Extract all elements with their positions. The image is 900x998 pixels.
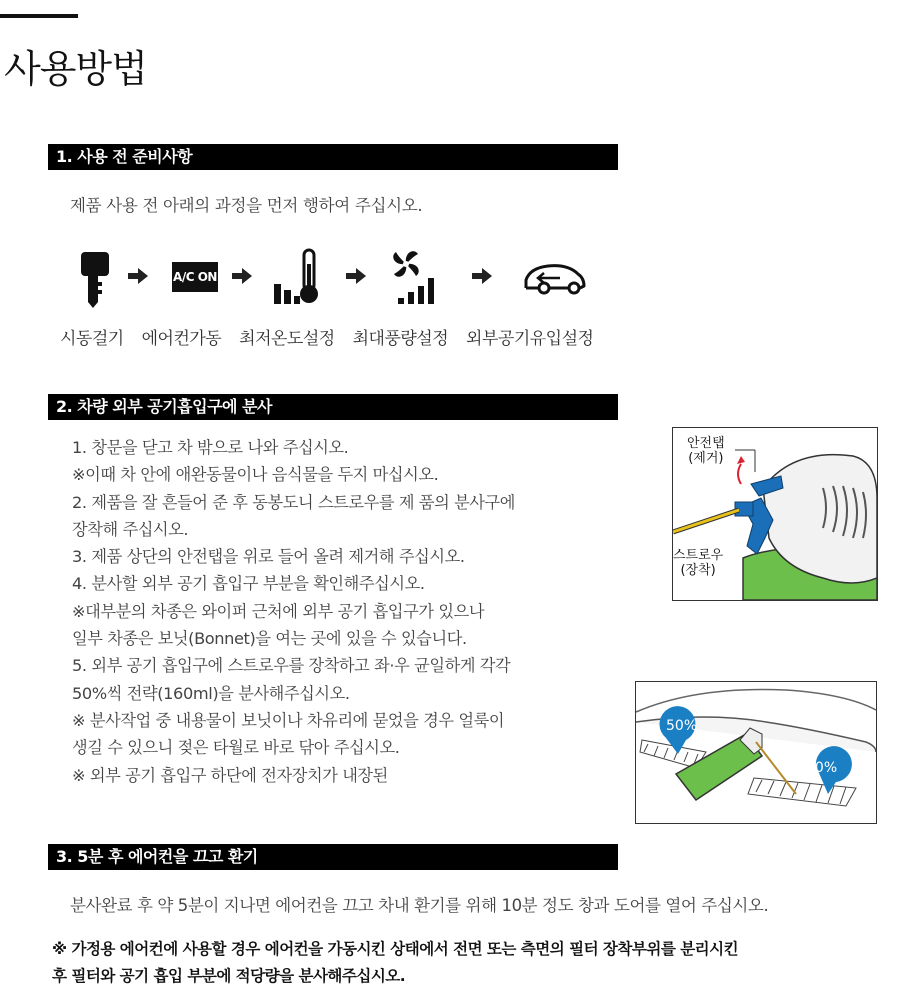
- step-label: 최저온도설정: [239, 329, 335, 349]
- page-title: 사용방법: [4, 47, 147, 91]
- min-temperature-icon: [272, 246, 318, 308]
- note-line: ※ 가정용 에어컨에 사용할 경우 에어컨을 가동시킨 상태에서 전면 또는 측면의 필터 장착부위를 분리시킨: [52, 940, 739, 958]
- instruction-line: 1. 창문을 닫고 차 밖으로 나와 주십시오.: [72, 438, 349, 457]
- household-ac-note: [52, 936, 738, 990]
- instruction-line: 생길 수 있으니 젖은 타월로 바로 닦아 주십시오.: [72, 738, 400, 758]
- section1-heading: 1. 사용 전 준비사항: [48, 144, 618, 170]
- arrow-right-icon: [128, 268, 148, 284]
- note-line: 후 필터와 공기 흡입 부분에 적당량을 분사해주십시오.: [52, 967, 406, 985]
- safety-tab-text: 안전탭: [687, 436, 725, 451]
- step-label: 시동걸기: [60, 329, 124, 349]
- instruction-line: ※대부분의 차종은 와이퍼 근처에 외부 공기 흡입구가 있으나: [72, 601, 485, 621]
- instruction-line: ※ 분사작업 중 내용물이 보닛이나 차유리에 묻었을 경우 얼룩이: [72, 710, 505, 730]
- section3-heading: 3. 5분 후 에어컨을 끄고 환기: [48, 844, 618, 870]
- outside-air-intake-icon: [520, 260, 588, 296]
- instruction-line: 2. 제품을 잘 흔들어 준 후 동봉도니 스트로우를 제 품의 분사구에: [72, 492, 516, 512]
- car-hood-illustration: [636, 682, 876, 823]
- step-label: 최대풍량설정: [352, 329, 449, 349]
- section1-intro: 제품 사용 전 아래의 과정을 먼저 행하여 주십시오.: [70, 196, 423, 215]
- preparation-steps: [70, 246, 610, 306]
- arrow-right-icon: [472, 268, 492, 284]
- title-accent-bar: [0, 14, 78, 18]
- section2-instructions: [72, 434, 627, 789]
- step-labels: [60, 324, 606, 349]
- step-label: 외부공기유입설정: [466, 329, 594, 349]
- instruction-line: 일부 차종은 보닛(Bonnet)을 여는 곳에 있을 수 있습니다.: [72, 629, 467, 649]
- safety-tab-subtext: (제거): [688, 451, 724, 466]
- air-intake-spray-figure: [635, 681, 877, 824]
- instruction-line: 5. 외부 공기 흡입구에 스트로우를 장착하고 좌·우 균일하게 각각: [72, 656, 511, 676]
- instruction-line: 50%씩 전략(160ml)을 분사해주십시오.: [72, 683, 350, 703]
- arrow-right-icon: [346, 268, 366, 284]
- right-percentage-badge: 50%: [806, 760, 838, 776]
- instruction-line: ※이때 차 안에 애완동물이나 음식물을 두지 마십시오.: [72, 465, 439, 485]
- instruction-line: 장착해 주십시오.: [72, 519, 189, 539]
- straw-subtext: (장착): [680, 563, 716, 578]
- instruction-line: 4. 분사할 외부 공기 흡입구 부분을 확인해주십시오.: [72, 574, 425, 594]
- straw-label: [673, 548, 723, 578]
- straw-text: 스트로우: [673, 548, 724, 563]
- safety-tab-straw-figure: [672, 427, 878, 601]
- car-key-icon: [80, 246, 110, 308]
- instruction-line: ※ 외부 공기 흡입구 하단에 전자장치가 내장된: [72, 765, 388, 785]
- section3-text: 분사완료 후 약 5분이 지나면 에어컨을 끄고 차내 환기를 위해 10분 정도 창과 도어를 열어 주십시오.: [70, 896, 769, 915]
- step-label: 에어컨가동: [141, 329, 222, 349]
- safety-tab-label: [687, 436, 725, 466]
- ac-on-icon: A/C ON: [172, 262, 218, 292]
- section2-heading: 2. 차량 외부 공기흡입구에 분사: [48, 394, 618, 420]
- left-percentage-badge: 50%: [666, 718, 698, 734]
- instruction-line: 3. 제품 상단의 안전탭을 위로 들어 올려 제거해 주십시오.: [72, 547, 465, 567]
- arrow-right-icon: [232, 268, 252, 284]
- max-airflow-fan-icon: [392, 246, 444, 308]
